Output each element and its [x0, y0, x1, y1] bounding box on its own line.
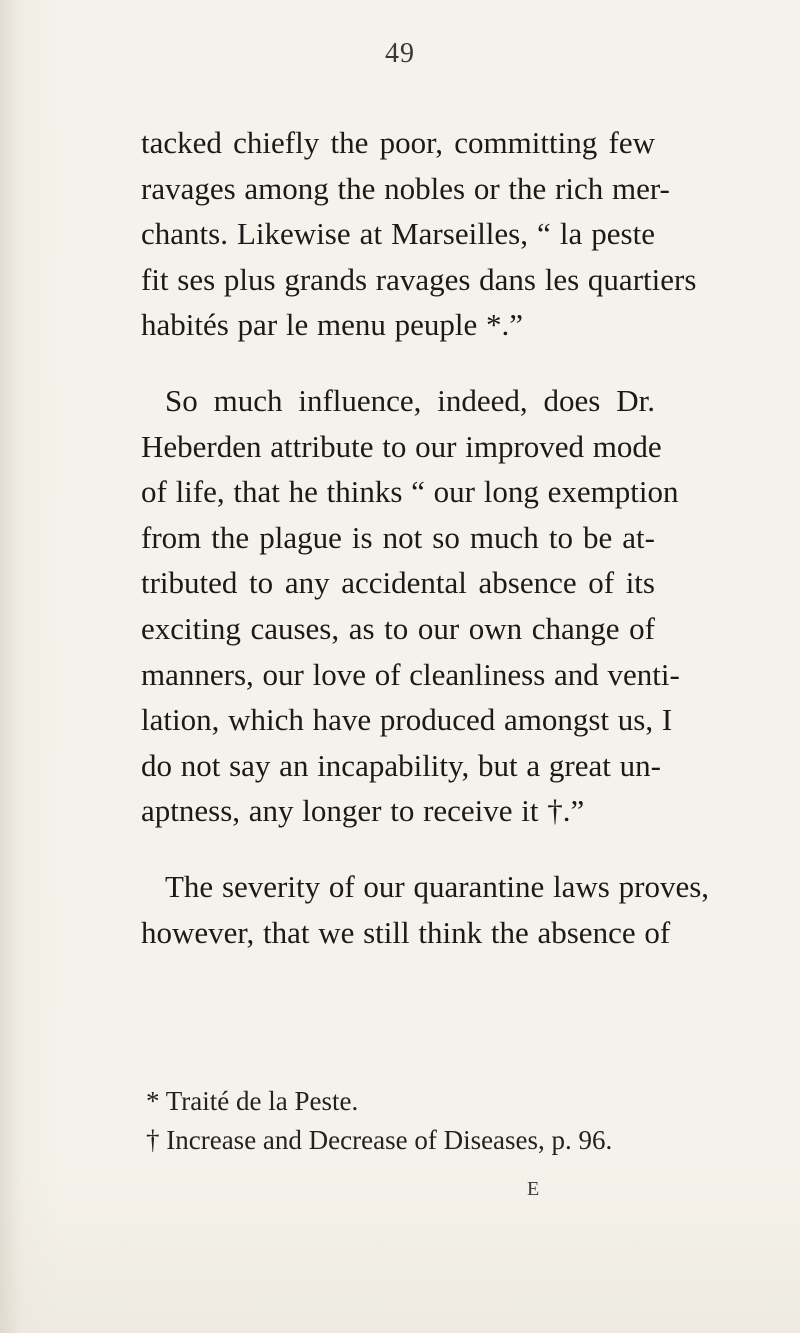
signature-mark: E	[527, 1178, 540, 1200]
text-line: exciting causes, as to our own change of	[141, 610, 655, 646]
paragraph-2	[141, 378, 680, 834]
text-line: habités par le menu peuple *.”	[141, 307, 524, 343]
text-line: The severity of our quarantine laws proves,	[165, 868, 710, 904]
text-line: fit ses plus grands ravages dans les quartiers	[141, 261, 697, 297]
footnote-2: † Increase and Decrease of Diseases, p. 96.	[146, 1125, 613, 1155]
text-line: lation, which have produced amongst us, I	[141, 702, 673, 738]
footnote-1: * Traité de la Peste.	[146, 1086, 359, 1116]
text-line: So much influence, indeed, does Dr.	[165, 382, 655, 418]
page-number: 49	[385, 38, 415, 69]
text-line: Heberden attribute to our improved mode	[141, 428, 662, 464]
text-line: tacked chiefly the poor, committing few	[141, 125, 655, 160]
text-line: chants. Likewise at Marseilles, “ la peste	[141, 216, 655, 252]
paragraph-3	[141, 864, 710, 955]
text-line: manners, our love of cleanliness and venti-	[141, 656, 680, 692]
footnotes	[141, 1082, 655, 1160]
text-line: of life, that he thinks “ our long exemption	[141, 474, 679, 510]
paragraph-gap	[141, 348, 655, 378]
paragraph-1	[141, 120, 697, 348]
text-line: tributed to any accidental absence of its	[141, 565, 655, 601]
text-line: from the plague is not so much to be at-	[141, 519, 655, 555]
text-line: do not say an incapability, but a great un-	[141, 747, 661, 783]
body-text	[141, 120, 710, 955]
text-line: aptness, any longer to receive it †.”	[141, 793, 585, 829]
paragraph-gap	[141, 834, 655, 864]
text-line: ravages among the nobles or the rich mer-	[141, 170, 670, 206]
text-line: however, that we still think the absence of	[141, 914, 671, 950]
